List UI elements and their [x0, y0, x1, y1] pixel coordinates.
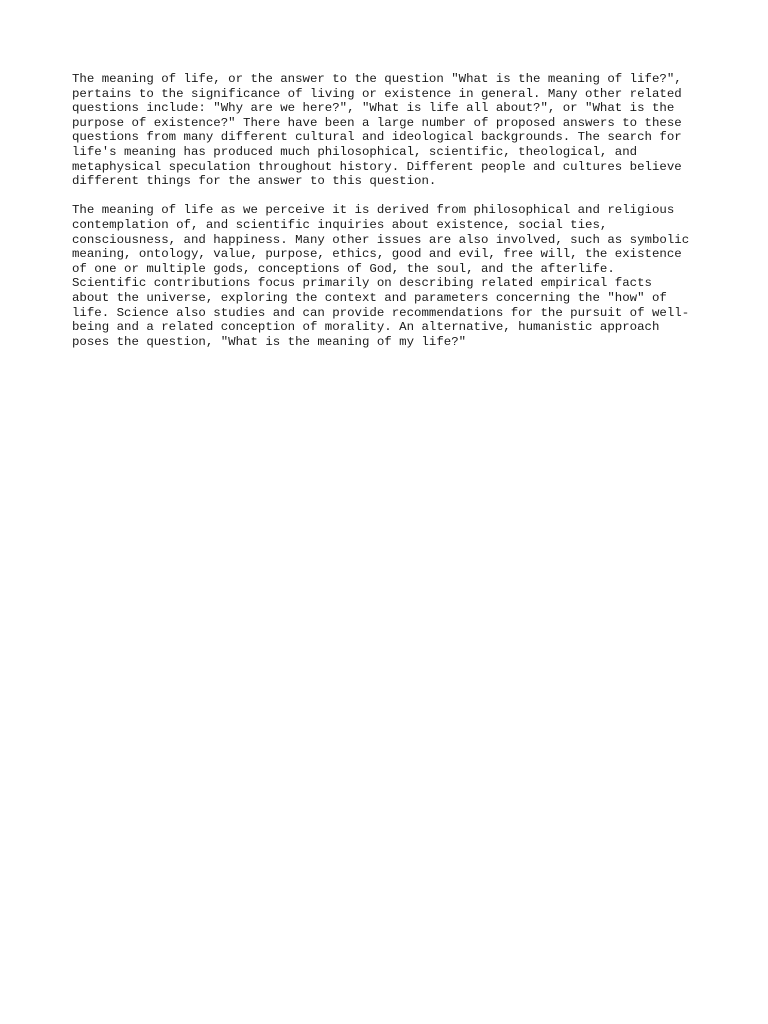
document-body — [72, 72, 702, 349]
paragraph-2: The meaning of life as we perceive it is derived from philosophical and religious contemplation of, and scientific inquiries about existence, social ties, consciousness, and happiness. Many other issues are also involved, such as symbolic meaning, ontology, value, purpose, ethics, good and evil, free will, the existence of one or multiple gods, conceptions of God, the soul, and the afterlife. Scientific contributions focus primarily on describing related empirical facts about the universe, exploring the context and parameters concerning the "how" of life. Science also studies and can provide recommendations for the pursuit of well- being and a related conception of morality. An alternative, humanistic approach poses the question, "What is the meaning of my life?" — [72, 203, 690, 349]
paragraph-1: The meaning of life, or the answer to the question "What is the meaning of life?", pertains to the significance of living or existence in general. Many other related questions include: "Why are we here?", "What is life all about?", or "What is the purpose of existence?" There have been a large number of proposed answers to these questions from many different cultural and ideological backgrounds. The search for life's meaning has produced much philosophical, scientific, theological, and metaphysical speculation throughout history. Different people and cultures believe different things for the answer to this question. — [72, 72, 682, 189]
